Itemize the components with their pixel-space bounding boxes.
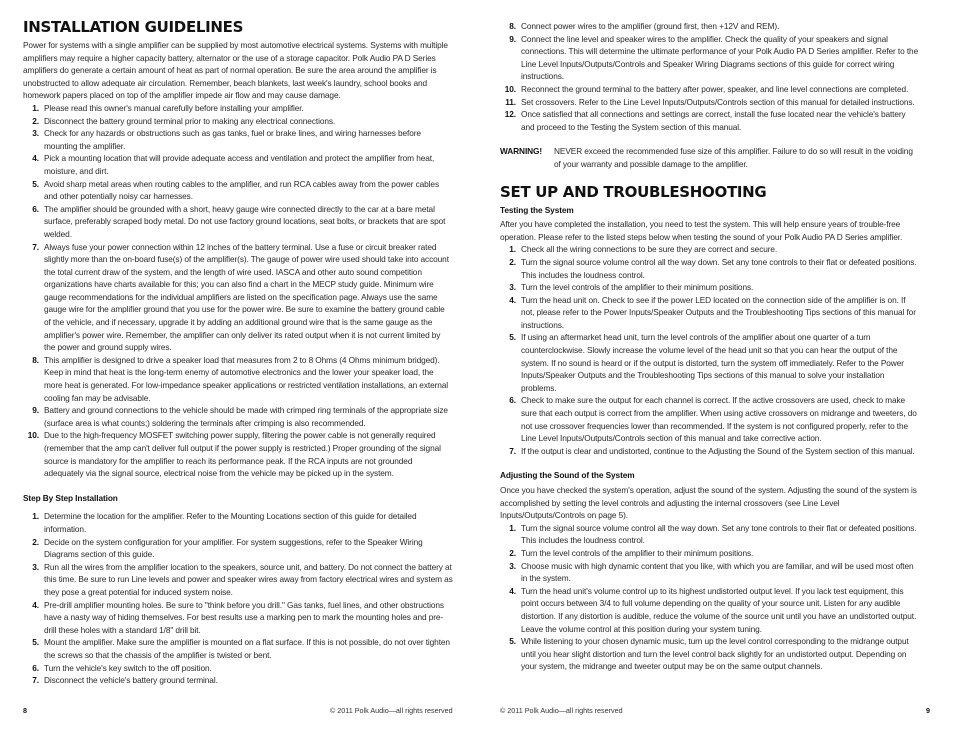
list-item	[23, 152, 453, 177]
step-number: 6.	[32, 662, 39, 673]
step-number: 9.	[509, 33, 516, 44]
step-number: 6.	[32, 203, 39, 214]
step-number: 3.	[32, 561, 39, 572]
step-text: Always fuse your power connection within 12 inches of the battery terminal. Use a fuse or circuit breaker rated slightly more than the on-board fuse(s) of the amplifier(s). The gauge of power wire used should take into account the total current draw of the system, and the length of wire used. IASCA and other auto sound competition organizations have charts available for this; you can also find a chart in the MECP study guide. Minimum wire gauge recommendations for the individual amplifiers are listed on the specification page. Always use the same gauge wire for the amplifier ground that you use for the power wire. Be sure to examine the battery ground cable of the vehicle, and if necessary, upgrade it by adding an additional ground wire that is the same gauge as the amplifier's power wire. Remember, the amplifier can only deliver its rated output when it is not current limited by the power and ground supply wires.	[44, 241, 449, 353]
step-text: Turn the head unit on. Check to see if the power LED located on the connection side of the amplifier is on. If not, please refer to the Power Inputs/Speaker Outputs and the Troubleshooting Tips sections of this manual for instructions.	[521, 294, 916, 330]
adjusting-steps-list	[500, 522, 920, 673]
list-item	[23, 127, 453, 152]
warning-note	[500, 145, 920, 170]
testing-intro: After you have completed the installation, you need to test the system. This will help ensure years of trouble-free operation. Please refer to the listed steps below when testing the sound of your Polk Audio PA D Series amplifier.	[500, 219, 903, 242]
step-number: 4.	[32, 599, 39, 610]
step-text: Turn the vehicle's key switch to the off position.	[44, 662, 212, 673]
step-text: Determine the location for the amplifier. Refer to the Mounting Locations section of this guide for detailed information.	[44, 511, 417, 534]
step-text: Disconnect the vehicle's battery ground terminal.	[44, 675, 218, 686]
adjusting-heading: Adjusting the Sound of the System	[500, 470, 635, 481]
step-text: Please read this owner's manual carefully before installing your amplifier.	[44, 102, 304, 113]
step-number: 1.	[509, 522, 516, 533]
step-text: Run all the wires from the amplifier location to the speakers, source unit, and battery. Do not connect the battery at this time. Be sure to run Line levels and power and speaker wires away from factory electrical wires and system as they pose a great potential for induced system noise.	[44, 561, 453, 597]
list-item	[23, 599, 453, 637]
step-text: The amplifier should be grounded with a short, heavy gauge wire connected directly to the car at a bare metal surface, preferably scraped body metal. Do not use factory ground locations, seat bolts, or brackets that are spot welded.	[44, 203, 446, 239]
step-number: 7.	[32, 675, 39, 686]
step-number: 12.	[504, 109, 516, 120]
left-page-number: 8	[23, 706, 27, 715]
list-item	[23, 404, 453, 429]
list-item	[23, 241, 453, 354]
left-copyright: © 2011 Polk Audio—all rights reserved	[330, 706, 453, 715]
step-number: 1.	[32, 511, 39, 522]
list-item	[500, 547, 920, 560]
step-text: Turn the signal source volume control all the way down. Set any tone controls to their flat or defeated positions. This includes the loudness control.	[521, 522, 917, 546]
list-item	[500, 256, 920, 281]
step-text: While listening to your chosen dynamic music, turn up the level control corresponding to the midrange output until you hear slight distortion and turn the level control back slightly for an undistorted output. Depending on your system, the midrange and tweeter output may be on the same output channels.	[521, 636, 909, 672]
step-number: 8.	[32, 354, 39, 365]
continued-steps-list	[500, 20, 920, 133]
list-item	[23, 115, 453, 128]
step-text: Pick a mounting location that will provide adequate access and ventilation and protect the amplifier from heat, moisture, and dirt.	[44, 153, 435, 176]
list-item	[500, 33, 920, 83]
step-number: 3.	[509, 560, 516, 571]
list-item	[23, 102, 453, 115]
list-item	[23, 178, 453, 203]
step-text: This amplifier is designed to drive a speaker load that measures from 2 to 8 Ohms (4 Ohms minimum bridged). Keep in mind that heat is the long-term enemy of automotive electronics and the lower your speaker load, the more heat is generated. For low-impedance speaker applications or restricted ventilation installations, an external cooling fan may be advisable.	[44, 354, 449, 403]
list-item	[23, 510, 453, 535]
step-number: 2.	[32, 536, 39, 547]
step-text: If the output is clear and undistorted, continue to the Adjusting the Sound of the System section of this manual.	[521, 445, 915, 456]
list-item	[23, 674, 453, 687]
setup-troubleshooting-title: SET UP AND TROUBLESHOOTING	[500, 182, 767, 201]
step-number: 7.	[509, 445, 516, 456]
step-text: Turn the level controls of the amplifier to their minimum positions.	[521, 547, 754, 558]
step-number: 3.	[509, 282, 516, 293]
list-item	[500, 331, 920, 394]
step-number: 2.	[32, 115, 39, 126]
right-page-number: 9	[926, 706, 930, 715]
step-number: 11.	[505, 96, 516, 107]
list-item	[23, 561, 453, 599]
step-text: Once satisfied that all connections and settings are correct, install the fuse located near the vehicle's battery and proceed to the Testing the System section of this manual.	[521, 109, 906, 132]
step-number: 1.	[509, 244, 516, 255]
left-page-column	[23, 18, 453, 687]
list-item	[500, 394, 920, 444]
step-number: 4.	[509, 294, 516, 305]
list-item	[23, 354, 453, 404]
step-number: 2.	[509, 256, 516, 267]
step-number: 6.	[509, 395, 516, 406]
step-number: 9.	[32, 405, 39, 416]
list-item	[23, 203, 453, 241]
warning-label: WARNING!	[500, 146, 543, 157]
list-item	[500, 445, 920, 458]
step-text: Set crossovers. Refer to the Line Level Inputs/Outputs/Controls section of this manual for detailed instructions.	[521, 96, 915, 107]
installation-guidelines-title: INSTALLATION GUIDELINES	[23, 18, 244, 36]
step-text: Reconnect the ground terminal to the battery after power, speaker, and line level connections are completed.	[521, 83, 909, 94]
step-text: Mount the amplifier. Make sure the amplifier is mounted on a flat surface. If this is not possible, do not over tighten the screws so that the chassis of the amplifier is twisted or bent.	[44, 637, 450, 660]
step-number: 7.	[32, 241, 39, 252]
step-text: Connect the line level and speaker wires to the amplifier. Check the quality of your speakers and signal connections. This will determine the ultimate performance of your Polk Audio PA D Series amplifier. Refer to the Line Level Inputs/Outputs/Controls and Speaker Wiring Diagrams sections of this guide for correct wiring instructions.	[521, 33, 919, 82]
step-text: Check all the wiring connections to be sure they are correct and secure.	[521, 244, 778, 255]
list-item	[500, 243, 920, 256]
list-item	[500, 522, 920, 547]
testing-heading: Testing the System	[500, 204, 574, 215]
list-item	[23, 536, 453, 561]
step-number: 3.	[32, 128, 39, 139]
step-text: Pre-drill amplifier mounting holes. Be sure to "think before you drill." Gas tanks, fuel lines, and other obstructions have a nasty way of hiding themselves. For best results use a marking pen to mark the mounting holes and pre-drill these holes with a standard 1/8" drill bit.	[44, 599, 444, 635]
adjusting-intro: Once you have checked the system's operation, adjust the sound of the system. Adjusting the sound of the system is accomplished by setting the level controls and adjusting the internal crossovers (see Line Level Inputs/Outputs/Controls on page 5).	[500, 485, 917, 521]
step-number: 1.	[32, 102, 39, 113]
step-number: 10.	[27, 430, 39, 441]
guideline-list	[23, 102, 453, 480]
step-number: 4.	[32, 153, 39, 164]
step-number: 5.	[32, 178, 39, 189]
list-item	[500, 560, 920, 585]
right-page-column	[500, 20, 920, 673]
step-number: 10.	[504, 83, 516, 94]
step-number: 5.	[509, 332, 516, 343]
list-item	[500, 20, 920, 33]
step-number: 5.	[509, 636, 516, 647]
list-item	[500, 294, 920, 332]
list-item	[500, 281, 920, 294]
step-text: Turn the signal source volume control all the way down. Set any tone controls to their flat or defeated positions. This includes the loudness control.	[521, 256, 917, 280]
step-text: Turn the level controls of the amplifier to their minimum positions.	[521, 282, 754, 293]
list-item	[23, 662, 453, 675]
step-text: Due to the high-frequency MOSFET switching power supply, filtering the power cable is not generally required (remember that the amp can't deliver full output if the power supply is restricted.) Proper grounding of the signal source is mandatory for the amplifier to reach its performance peak. If the RCA inputs are not grounded adequately via the signal source, electrical noise from the vehicle may be picked up in the system.	[44, 430, 441, 479]
step-number: 8.	[509, 21, 516, 31]
installation-intro: Power for systems with a single amplifier can be supplied by most automotive electrical systems. Systems with multiple amplifiers may require a higher capacity battery, alternator or the use of a storage capacitor. Polk Audio PA D Series amplifiers do generate a certain amount of heat as part of normal operation. Be sure the area around the amplifier is unobstructed to allow adequate air circulation. Remember, beach blankets, last week's laundry, school books and homework papers placed on top of the amplifier impede air flow and may cause damage.	[23, 40, 448, 101]
list-item	[23, 429, 453, 479]
list-item	[23, 636, 453, 661]
warning-text: NEVER exceed the recommended fuse size of this amplifier. Failure to do so will result in the voiding of your warranty and possible damage to the amplifier.	[554, 146, 913, 169]
step-text: Check to make sure the output for each channel is correct. If the active crossovers are used, check to make sure that each output is correct from the amplifier. When using active crossovers on midrange and tweeters, do not use crossover frequencies lower than recommended. If the system is not configured properly, refer to the Line Level Inputs/Outputs/Controls section of this manual and take corrective action.	[521, 395, 917, 444]
list-item	[500, 108, 920, 133]
list-item	[500, 635, 920, 673]
install-steps-list	[23, 510, 453, 686]
list-item	[500, 585, 920, 635]
step-text: Check for any hazards or obstructions such as gas tanks, fuel or brake lines, and wiring harnesses before mounting the amplifier.	[44, 128, 421, 151]
step-number: 2.	[509, 547, 516, 558]
step-by-step-heading: Step By Step Installation	[23, 492, 118, 503]
list-item	[500, 83, 920, 96]
step-text: Decide on the system configuration for your amplifier. For system suggestions, refer to the Speaker Wiring Diagrams section of this guide.	[44, 536, 423, 560]
step-text: If using an aftermarket head unit, turn the level controls of the amplifier about one quarter of a turn counterclockwise. Slowly increase the volume level of the head unit so that you can hear the output of the system. If no sound is heard or if the output is distorted, turn the system off immediately. Refer to the Power Inputs/Speaker Outputs and the Troubleshooting Tips sections of this manual to solve your installation problems.	[521, 332, 904, 393]
testing-steps-list	[500, 243, 920, 457]
step-text: Choose music with high dynamic content that you like, with which you are familiar, and will be used most often in the system.	[521, 560, 914, 584]
right-copyright: © 2011 Polk Audio—all rights reserved	[500, 706, 623, 715]
step-number: 5.	[32, 637, 39, 648]
step-text: Battery and ground connections to the vehicle should be made with crimped ring terminals of the appropriate size (surface area is what counts;) soldering the terminals after crimping is also recommended.	[44, 405, 448, 428]
list-item	[500, 96, 920, 109]
step-text: Turn the head unit's volume control up to its highest undistorted output level. If you lack test equipment, this point occurs between 3/4 to full volume depending on the quality of your source unit. Listen for any audible distortion. If any distortion is audible, reduce the volume of the source unit until you have an undistorted output. Leave the volume control at this position during your system tuning.	[521, 585, 917, 634]
step-number: 4.	[509, 585, 516, 596]
step-text: Disconnect the battery ground terminal prior to making any electrical connections.	[44, 115, 336, 126]
step-text: Connect power wires to the amplifier (ground first, then +12V and REM).	[521, 21, 780, 31]
step-text: Avoid sharp metal areas when routing cables to the amplifier, and run RCA cables away from the power cables and other potentially noisy car harnesses.	[44, 178, 439, 202]
